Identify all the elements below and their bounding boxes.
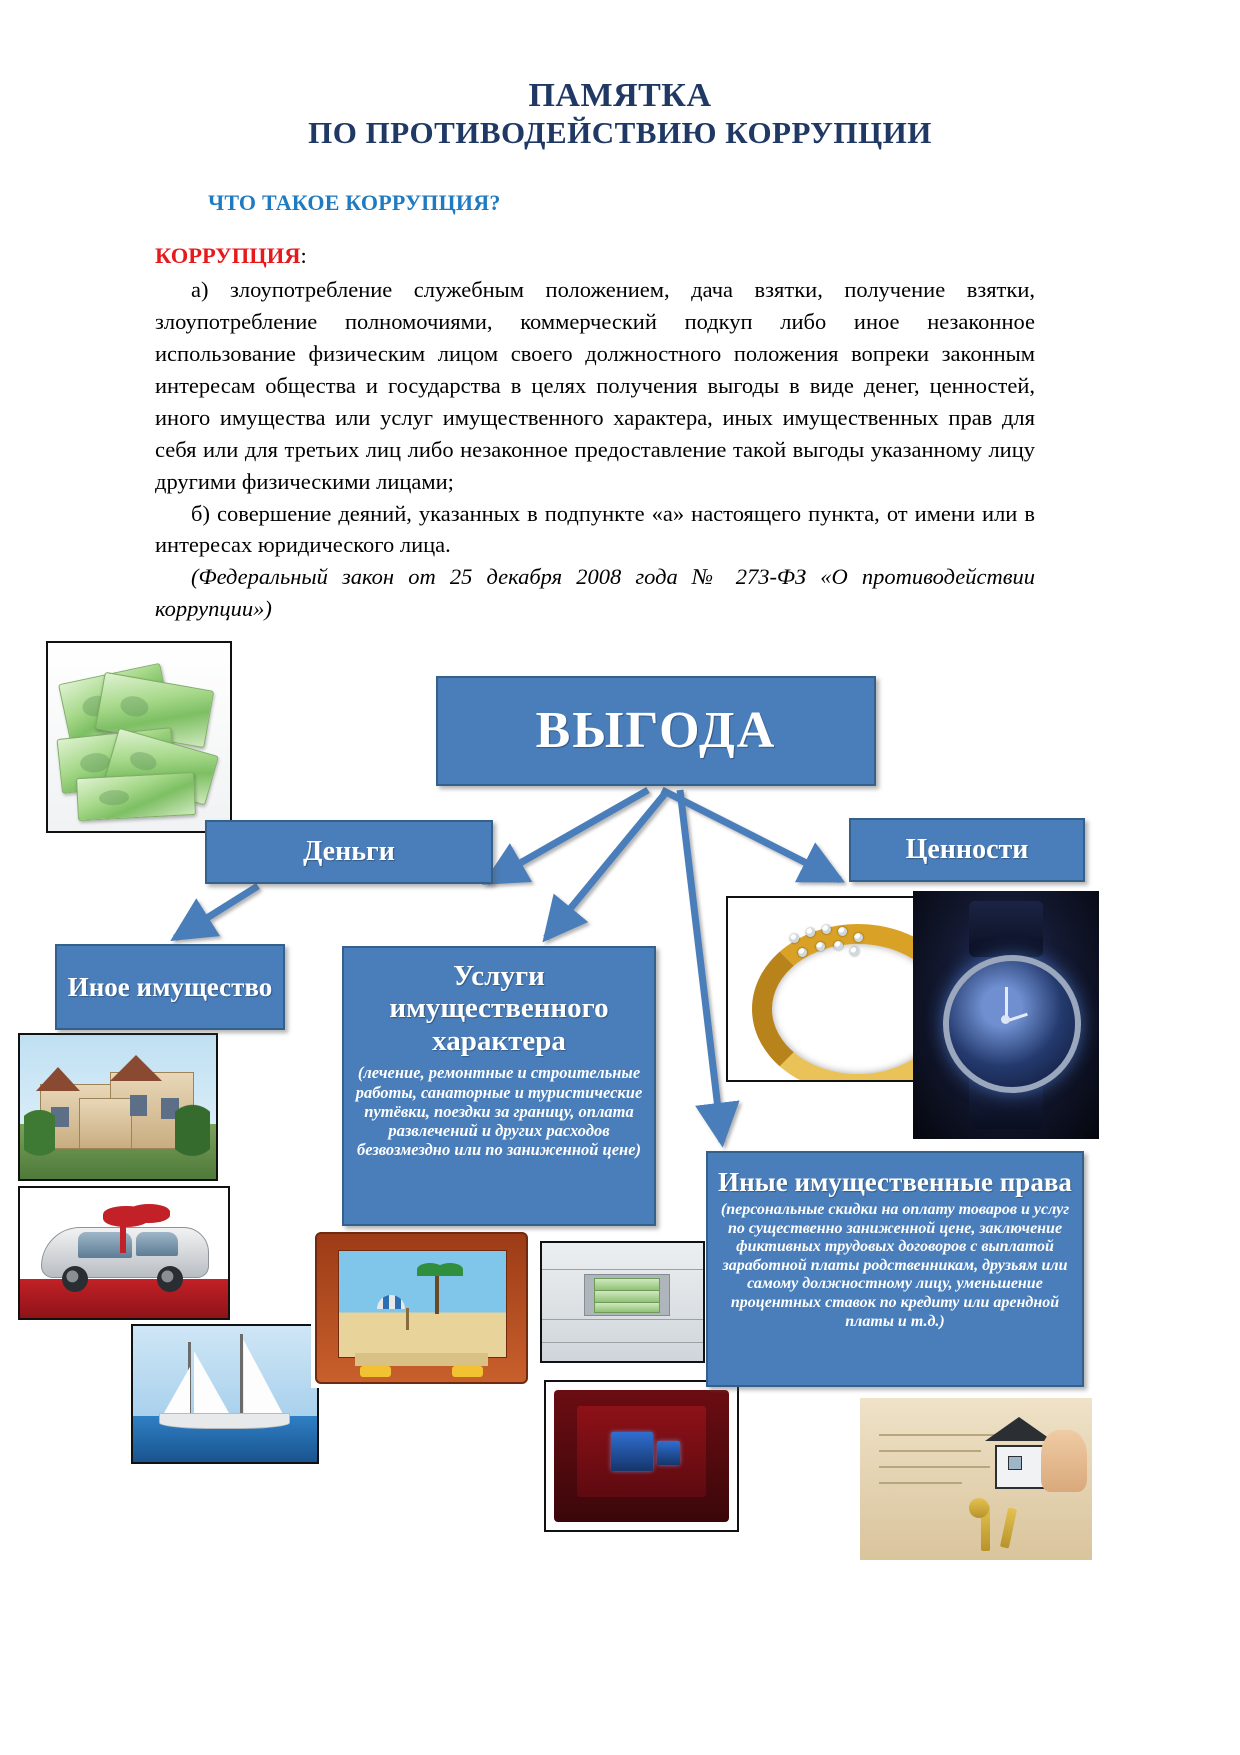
page-title bbox=[0, 76, 1240, 151]
page-title-line1: ПАМЯТКА bbox=[528, 77, 712, 114]
definition-term-line bbox=[155, 240, 1035, 272]
definition-point-b: б) совершение деяний, указанных в подпункте «а» настоящего пункта, от имени или в интересах юридического лица. bbox=[155, 500, 1035, 558]
diagram-node-dengi-label: Деньги bbox=[303, 836, 395, 868]
diagram-node-vygoda-label: ВЫГОДА bbox=[535, 701, 777, 759]
definition-term-colon: : bbox=[300, 243, 307, 268]
diagram-node-uslugi-detail: (лечение, ремонтные и строительные работы, санаторные и туристические путёвки, поездки за границу, оплата развлечений и других расходов безвозмездно или по заниженной цене) bbox=[355, 1063, 643, 1159]
page-title-line2: ПО ПРОТИВОДЕЙСТВИЮ КОРРУПЦИИ bbox=[308, 115, 932, 151]
diagram-node-cennosti[interactable] bbox=[849, 818, 1085, 882]
cash-drawer-photo bbox=[540, 1241, 705, 1363]
car-with-bow-photo bbox=[18, 1186, 230, 1320]
beach-suitcase-photo bbox=[311, 1228, 532, 1388]
section-heading: ЧТО ТАКОЕ КОРРУПЦИЯ? bbox=[208, 190, 501, 215]
definition-block bbox=[155, 240, 1035, 625]
luxury-watch-photo bbox=[913, 891, 1099, 1139]
jewelry-box-photo bbox=[544, 1380, 739, 1532]
diagram-node-prava[interactable] bbox=[706, 1151, 1084, 1387]
diagram-node-inoe-label: Иное имущество bbox=[67, 971, 273, 1002]
diagram-node-cennosti-label: Ценности bbox=[905, 834, 1029, 866]
diagram-node-dengi[interactable] bbox=[205, 820, 493, 884]
diagram-node-uslugi-label: Услуги имущественного характера bbox=[389, 960, 609, 1057]
definition-point-a: а) злоупотребление служебным положением, дача взятки, получение взятки, злоупотребление полномочиями, коммерческий подкуп либо иное незаконное использование физическим лицом своего должностного положения вопреки законным интересам общества и государства в целях получения выгоды в виде денег, ценностей, иного имущества или услуг имущественного характера, иных имущественных прав для себя или для третьих лиц либо незаконное предоставление такой выгоды указанному лицу другими физическими лицами; bbox=[155, 276, 1035, 494]
diagram-node-vygoda[interactable] bbox=[436, 676, 876, 786]
diagram-node-inoe-imushchestvo[interactable] bbox=[55, 944, 285, 1030]
money-bundles-photo bbox=[46, 641, 232, 833]
house-keys-contract-photo bbox=[860, 1398, 1092, 1560]
sailboat-photo bbox=[131, 1324, 319, 1464]
diagram-node-prava-label: Иные имущественные права bbox=[718, 1167, 1072, 1197]
diagram-node-prava-detail: (персональные скидки на оплату товаров и услуг по существенно заниженной цене, заключение фиктивных трудовых договоров с выплатой заработной платы родственникам, друзьям или самому должностному лицу, уменьшение процентных ставок по кредиту или арендной платы и т.д.) bbox=[720, 1201, 1070, 1330]
diagram-node-uslugi[interactable] bbox=[342, 946, 656, 1226]
house-photo bbox=[18, 1033, 218, 1181]
definition-term: КОРРУПЦИЯ bbox=[155, 243, 301, 268]
definition-citation: (Федеральный закон от 25 декабря 2008 года № 273-ФЗ «О противодействии коррупции») bbox=[155, 564, 1035, 622]
